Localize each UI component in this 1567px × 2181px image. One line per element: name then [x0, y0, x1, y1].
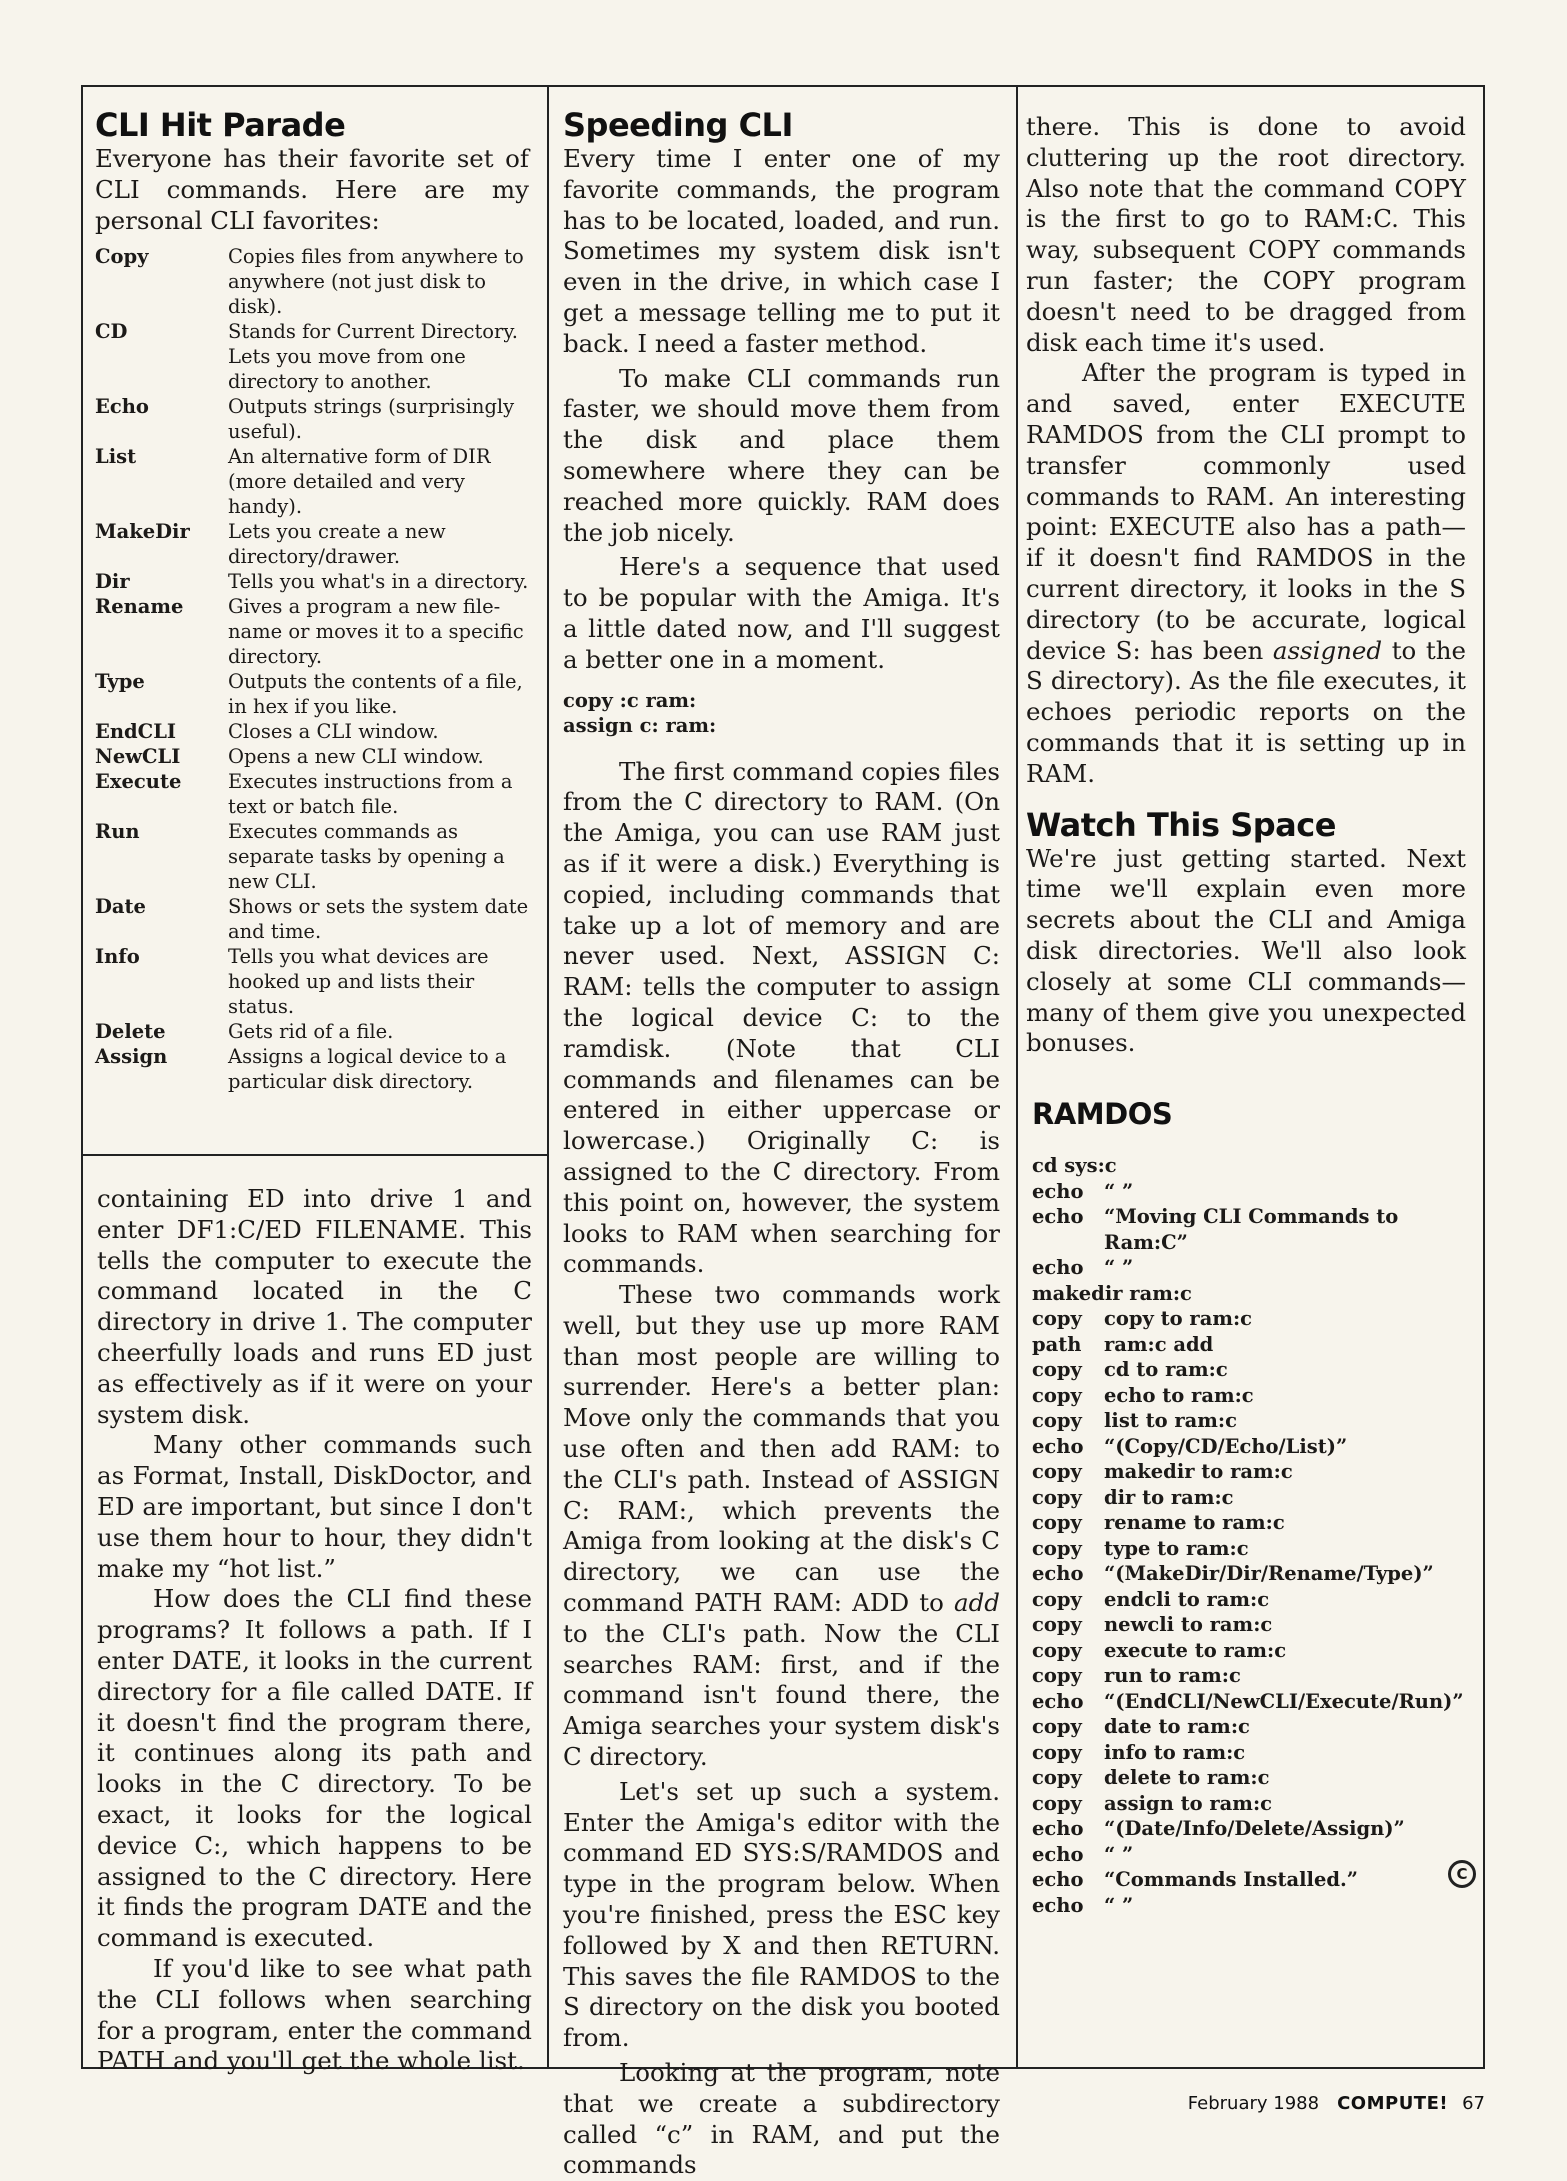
listing-line — [1032, 1510, 1466, 1536]
listing-argument: ram:c add — [1104, 1332, 1214, 1356]
listing-line — [1032, 1306, 1466, 1332]
paragraph — [563, 757, 1000, 1281]
listing-line — [1032, 1332, 1466, 1358]
listing-command: echo — [1032, 1562, 1084, 1586]
section-title-speeding-cli: Speeding CLI — [563, 106, 793, 144]
listing-command: copy — [1032, 1587, 1082, 1611]
listing-argument: copy to ram:c — [1104, 1307, 1253, 1331]
command-name: Echo — [95, 395, 149, 419]
listing-command: copy — [1032, 1307, 1082, 1331]
paragraph: Looking at the program, note that we create a subdirectory called “c” in RAM, and put the commands — [563, 2058, 1000, 2180]
listing-argument: list to ram:c — [1104, 1409, 1238, 1433]
command-description: An alternative form of DIR (more detailed and very handy). — [228, 445, 491, 519]
code-line: assign c: ram: — [563, 714, 717, 738]
listing-line — [1032, 1434, 1466, 1460]
listing-title: RAMDOS — [1032, 1097, 1173, 1132]
listing-command: echo — [1032, 1868, 1084, 1892]
command-row — [95, 744, 529, 769]
section-title-watch-this-space: Watch This Space — [1026, 805, 1336, 844]
listing-command: echo — [1032, 1434, 1084, 1458]
listing-argument: info to ram:c — [1104, 1740, 1246, 1764]
listing-command: makedir ram:c — [1032, 1281, 1192, 1305]
listing-line — [1032, 1459, 1466, 1485]
listing-line — [1032, 1383, 1466, 1409]
paragraph-text: The first command copies files from the C directory to RAM. (On the Amiga, you can use RAM just as if it were a disk.) Everything is copied, including commands that take up a lot of memory and are never used. Next, ASSIGN C: RAM: tells the computer to assign the logical device C: to the ramdisk. (Note that CLI commands and filenames can be entered in either uppercase or lowercase.) Originally C: is assigned to the C directory. From this point on, however, the system looks to RAM when searching for commands. — [563, 756, 1000, 1279]
listing-line — [1032, 1663, 1466, 1689]
listing-line — [1032, 1255, 1466, 1281]
listing-argument: “ ” — [1104, 1842, 1134, 1866]
paragraph — [563, 1280, 1000, 1773]
listing-line — [1032, 1893, 1466, 1919]
listing-argument: execute to ram:c — [1104, 1638, 1287, 1662]
listing-line — [1032, 1740, 1466, 1766]
listing-argument: “Moving CLI Commands to Ram:C” — [1104, 1205, 1399, 1254]
listing-command: copy — [1032, 1383, 1082, 1407]
listing-command: echo — [1032, 1256, 1084, 1280]
paragraph — [1026, 358, 1466, 789]
command-name: CD — [95, 320, 128, 344]
command-description: Assigns a logical device to a particular disk directory. — [228, 1045, 507, 1094]
command-row — [95, 1019, 529, 1044]
command-description: Closes a CLI window. — [228, 720, 439, 744]
listing-command: echo — [1032, 1893, 1084, 1917]
listing-argument: dir to ram:c — [1104, 1485, 1234, 1509]
command-row — [95, 319, 529, 394]
listing-argument: “Commands Installed.” — [1104, 1868, 1359, 1892]
command-description: Stands for Current Directory. Lets you move from one directory to another. — [228, 320, 518, 394]
sidebar-divider — [81, 1154, 549, 1156]
command-name: Dir — [95, 570, 130, 594]
listing-line — [1032, 1689, 1466, 1715]
code-line: copy :c ram: — [563, 688, 697, 712]
column-2-text — [563, 106, 1000, 2180]
listing-command: copy — [1032, 1740, 1082, 1764]
command-row — [95, 244, 529, 319]
paragraph: containing ED into drive 1 and enter DF1:C/ED FILENAME. This tells the computer to execute the command located in the C directory in drive 1. The computer cheerfully loads and runs ED just as effectively as if it were on your system disk. — [97, 1184, 532, 1429]
command-name: EndCLI — [95, 720, 177, 744]
magazine-name: COMPUTE! — [1337, 2093, 1449, 2114]
listing-line — [1032, 1204, 1466, 1255]
listing-line — [1032, 1816, 1466, 1842]
listing-command: copy — [1032, 1409, 1082, 1433]
listing-argument: rename to ram:c — [1104, 1511, 1285, 1535]
command-description: Outputs strings (surprisingly useful). — [228, 395, 515, 444]
command-description: Lets you create a new directory/drawer. — [228, 520, 446, 569]
listing-command: copy — [1032, 1358, 1082, 1382]
command-name: Rename — [95, 595, 184, 619]
command-name: Run — [95, 820, 140, 844]
paragraph: Every time I enter one of my favorite commands, the program has to be located, loaded, and run. Sometimes my system disk isn't even in the drive, in which case I get a message telling me to put it back. I need a faster method. — [563, 144, 1000, 358]
command-row — [95, 1044, 529, 1094]
command-row — [95, 819, 529, 894]
command-name: Info — [95, 945, 140, 969]
paragraph: Let's set up such a system. Enter the Amiga's editor with the command ED SYS:S/RAMDOS and type in the program below. When you're finished, press the ESC key followed by X and then RETURN. This saves the file RAMDOS to the S directory on the disk you booted from. — [563, 1776, 1000, 2053]
sidebar-intro: Everyone has their favorite set of CLI commands. Here are my personal CLI favorites: — [95, 144, 529, 235]
column-1-text — [97, 1184, 532, 2076]
paragraph: We're just getting started. Next time we'll explain even more secrets about the CLI and Amiga disk directories. We'll also look closely at some CLI commands—many of them give you unexpected bonuses. — [1026, 843, 1466, 1058]
command-list — [95, 244, 529, 1094]
listing-line — [1032, 1408, 1466, 1434]
copyright-icon: C — [1448, 1860, 1476, 1888]
listing-argument: date to ram:c — [1104, 1715, 1250, 1739]
listing-argument: echo to ram:c — [1104, 1383, 1254, 1407]
listing-argument: “(MakeDir/Dir/Rename/Type)” — [1104, 1562, 1434, 1586]
command-description: Gets rid of a file. — [228, 1020, 394, 1044]
listing-line — [1032, 1791, 1466, 1817]
listing-line — [1032, 1561, 1466, 1587]
listing-argument: “(Copy/CD/Echo/List)” — [1104, 1434, 1348, 1458]
ramdos-listing — [1032, 1153, 1466, 1918]
command-row — [95, 944, 529, 1019]
paragraph: To make CLI commands run faster, we should move them from the disk and place them somewhere where they can be reached more quickly. RAM does the job nicely. — [563, 363, 1000, 547]
paragraph: If you'd like to see what path the CLI follows when searching for a program, enter the command PATH and you'll get the whole list. — [97, 1953, 532, 2076]
command-description: Copies files from anywhere to anywhere (not just disk to disk). — [228, 245, 524, 319]
command-description: Gives a program a new file-name or moves it to a specific directory. — [228, 595, 524, 669]
listing-argument: run to ram:c — [1104, 1664, 1241, 1688]
listing-line — [1032, 1357, 1466, 1383]
listing-line — [1032, 1638, 1466, 1664]
listing-argument: cd to ram:c — [1104, 1358, 1228, 1382]
column-divider-1 — [547, 85, 549, 2069]
listing-line — [1032, 1153, 1466, 1179]
listing-line — [1032, 1765, 1466, 1791]
listing-argument: “ ” — [1104, 1179, 1134, 1203]
command-row — [95, 569, 529, 594]
listing-argument: “(EndCLI/NewCLI/Execute/Run)” — [1104, 1689, 1464, 1713]
listing-argument: “ ” — [1104, 1893, 1134, 1917]
command-name: List — [95, 445, 137, 469]
page-number: 67 — [1462, 2093, 1485, 2114]
sidebar-box — [95, 106, 529, 1146]
listing-line — [1032, 1179, 1466, 1205]
command-name: Delete — [95, 1020, 166, 1044]
paragraph-text: to the CLI's path. Now the CLI searches RAM: first, and if the command isn't found there, the Amiga searches your system disk's C directory. — [563, 1618, 1000, 1772]
paragraph: there. This is done to avoid cluttering up the root directory. Also note that the command COPY is the first to go to RAM:C. This way, subsequent COPY commands run faster; the COPY program doesn't need to be dragged from disk each time it's used. — [1026, 112, 1466, 357]
command-name: Execute — [95, 770, 182, 794]
listing-command: copy — [1032, 1460, 1082, 1484]
listing-command: echo — [1032, 1689, 1084, 1713]
page-footer — [1188, 2093, 1485, 2114]
sidebar-title: CLI Hit Parade — [95, 106, 346, 144]
paragraph-text: to the S directory). As the file executes, it echoes periodic reports on the commands that it is setting up in RAM. — [1026, 635, 1466, 788]
command-description: Executes instructions from a text or batch file. — [228, 770, 513, 819]
command-row — [95, 594, 529, 669]
listing-line — [1032, 1485, 1466, 1511]
listing-argument: “(Date/Info/Delete/Assign)” — [1104, 1817, 1405, 1841]
footer-date: February 1988 — [1187, 2093, 1320, 2114]
listing-command: echo — [1032, 1205, 1084, 1229]
command-name: Date — [95, 895, 146, 919]
listing-command: copy — [1032, 1613, 1082, 1637]
command-row — [95, 669, 529, 719]
command-name: Type — [95, 670, 145, 694]
listing-argument: delete to ram:c — [1104, 1766, 1270, 1790]
listing-line — [1032, 1536, 1466, 1562]
listing-command: copy — [1032, 1715, 1082, 1739]
command-description: Opens a new CLI window. — [228, 745, 484, 769]
command-description: Shows or sets the system date and time. — [228, 895, 529, 944]
paragraph-text: These two commands work well, but they use up more RAM than most people are willing to surrender. Here's a better plan: Move only the commands that you use often and then add RAM: to the CLI's path. Instead of ASSIGN C: RAM:, which prevents the Amiga from looking at the disk's C directory, we can use the command PATH RAM: ADD to — [563, 1280, 1000, 1618]
listing-line — [1032, 1867, 1466, 1893]
code-sample — [563, 688, 1000, 739]
listing-command: copy — [1032, 1664, 1082, 1688]
listing-line — [1032, 1842, 1466, 1868]
listing-command: copy — [1032, 1511, 1082, 1535]
listing-argument: “ ” — [1104, 1256, 1134, 1280]
listing-argument: newcli to ram:c — [1104, 1613, 1273, 1637]
command-description: Outputs the contents of a file, in hex if you like. — [228, 670, 523, 719]
listing-command: echo — [1032, 1179, 1084, 1203]
command-name: MakeDir — [95, 520, 190, 544]
command-name: Copy — [95, 245, 149, 269]
listing-command: copy — [1032, 1536, 1082, 1560]
command-description: Tells you what's in a directory. — [228, 570, 529, 594]
listing-argument: makedir to ram:c — [1104, 1460, 1293, 1484]
emphasis: add — [954, 1588, 1000, 1618]
listing-line — [1032, 1281, 1466, 1307]
command-description: Tells you what devices are hooked up and lists their status. — [228, 945, 489, 1019]
listing-command: echo — [1032, 1842, 1084, 1866]
command-row — [95, 394, 529, 444]
listing-command: echo — [1032, 1817, 1084, 1841]
listing-line — [1032, 1612, 1466, 1638]
command-row — [95, 444, 529, 519]
listing-command: copy — [1032, 1638, 1082, 1662]
command-row — [95, 769, 529, 819]
paragraph-text: After the program is typed in and saved, enter EXECUTE RAMDOS from the CLI prompt to transfer commonly used commands to RAM. An interesting point: EXECUTE also has a path—if it doesn't find RAMDOS in the current directory, it looks in the S directory (to be accurate, logical device S: has been — [1026, 358, 1466, 665]
listing-command: copy — [1032, 1791, 1082, 1815]
command-name: NewCLI — [95, 745, 181, 769]
listing-command: copy — [1032, 1766, 1082, 1790]
paragraph: How does the CLI find these programs? It follows a path. If I enter DATE, it looks in the current directory for a file called DATE. If it doesn't find the program there, it continues along its path and looks in the C directory. To be exact, it looks for the logical device C:, which happens to be assigned to the C directory. Here it finds the program DATE and the command is executed. — [97, 1584, 532, 1953]
listing-argument: type to ram:c — [1104, 1536, 1249, 1560]
listing-command: cd sys:c — [1032, 1154, 1117, 1178]
paragraph: Here's a sequence that used to be popular with the Amiga. It's a little dated now, and I'll suggest a better one in a moment. — [563, 552, 1000, 674]
listing-command: path — [1032, 1332, 1082, 1356]
command-row — [95, 719, 529, 744]
command-row — [95, 894, 529, 944]
column-divider-2 — [1016, 85, 1018, 2069]
emphasis: assigned — [1272, 635, 1383, 665]
listing-argument: assign to ram:c — [1104, 1791, 1273, 1815]
listing-line — [1032, 1587, 1466, 1613]
column-3-text — [1026, 112, 1466, 1917]
listing-argument: endcli to ram:c — [1104, 1587, 1270, 1611]
command-description: Executes commands as separate tasks by opening a new CLI. — [228, 820, 505, 894]
listing-command: copy — [1032, 1485, 1082, 1509]
command-name: Assign — [95, 1045, 168, 1069]
command-row — [95, 519, 529, 569]
paragraph: Many other commands such as Format, Install, DiskDoctor, and ED are important, but since I don't use them hour to hour, they didn't make my “hot list.” — [97, 1430, 532, 1583]
listing-line — [1032, 1714, 1466, 1740]
